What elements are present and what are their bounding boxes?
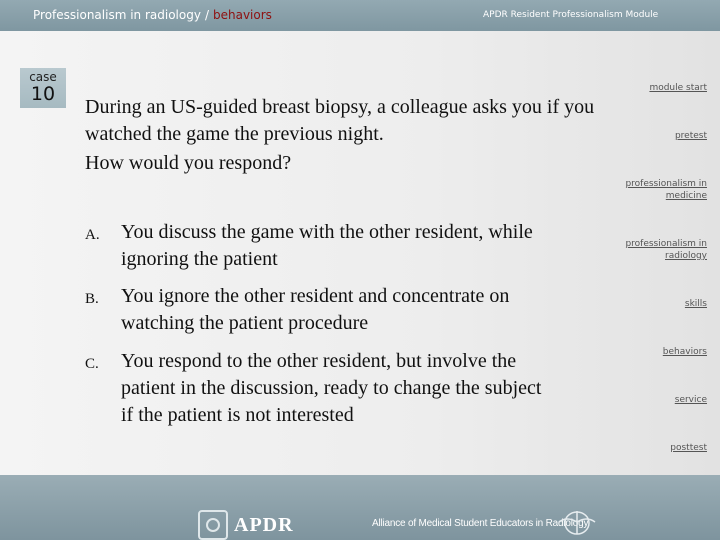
option-b[interactable]: [85, 283, 555, 337]
nav-pretest[interactable]: pretest: [674, 131, 707, 141]
option-letter: A.: [85, 227, 100, 243]
question-prompt: How would you respond?: [85, 152, 292, 174]
breadcrumb: [33, 8, 272, 22]
option-letter: B.: [85, 291, 99, 307]
option-a[interactable]: [85, 219, 555, 273]
option-text: You respond to the other resident, but involve the patient in the discussion, ready to change the subject if the patient is not interested: [121, 350, 542, 426]
ams-emblem-icon: [557, 508, 597, 536]
case-label: case: [29, 70, 57, 84]
ams-logo-text: Alliance of Medical Student Educators in Radiology: [372, 518, 589, 529]
footer-bar: [0, 475, 720, 540]
breadcrumb-root[interactable]: Professionalism in radiology: [33, 8, 201, 22]
option-letter: C.: [85, 356, 99, 372]
nav-posttest[interactable]: posttest: [670, 443, 707, 453]
apdr-logo-icon: [198, 510, 228, 540]
breadcrumb-separator: /: [204, 8, 209, 22]
case-badge: [20, 68, 66, 108]
nav-service[interactable]: service: [674, 395, 707, 405]
nav-professionalism-in-medicine[interactable]: professionalism in medicine: [625, 179, 707, 201]
nav-professionalism-in-radiology[interactable]: professionalism in radiology: [625, 239, 707, 261]
apdr-logo-text: APDR: [234, 514, 294, 536]
nav-behaviors[interactable]: behaviors: [662, 347, 707, 357]
header-bar: [0, 0, 720, 31]
breadcrumb-current: behaviors: [212, 8, 272, 22]
question-text: During an US-guided breast biopsy, a colleague asks you if you watched the game the previous night.: [85, 96, 595, 145]
option-text: You discuss the game with the other resident, while ignoring the patient: [121, 221, 533, 270]
module-title: APDR Resident Professionalism Module: [483, 10, 659, 20]
nav-module-start[interactable]: module start: [649, 83, 707, 93]
option-c[interactable]: [85, 348, 555, 429]
case-number: 10: [30, 83, 56, 105]
nav-skills[interactable]: skills: [684, 299, 707, 309]
option-text: You ignore the other resident and concentrate on watching the patient procedure: [121, 285, 510, 334]
